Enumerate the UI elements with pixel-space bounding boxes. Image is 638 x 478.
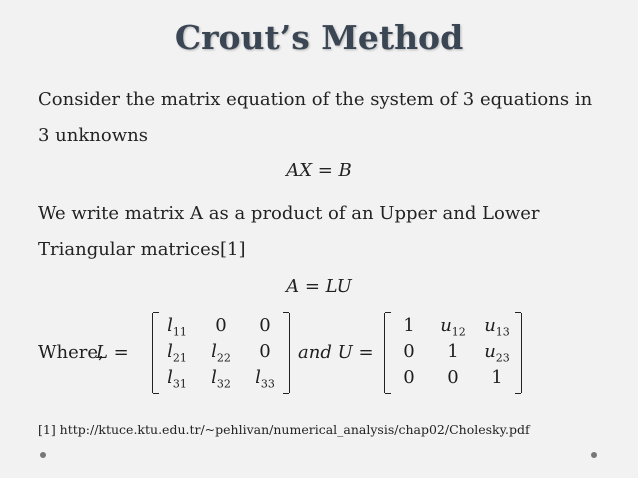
matrix-u-cell: 0 <box>403 341 415 362</box>
matrix-l-cell: 0 <box>259 315 271 336</box>
matrix-u-cell: $u_{13}$ <box>484 315 510 339</box>
equation-ax-b: AX = B <box>286 160 352 181</box>
matrix-l-cell: 0 <box>259 341 271 362</box>
matrix-l-cell: $l_{11}$ <box>167 315 187 339</box>
paragraph-2 <box>38 196 608 268</box>
decorative-dot-right <box>591 452 597 458</box>
matrix-l-cell: $l_{32}$ <box>211 367 231 391</box>
paragraph-2-line-2: Triangular matrices[1] <box>38 239 246 260</box>
matrix-u-cell: $u_{12}$ <box>440 315 466 339</box>
matrix-u-cell: 0 <box>403 367 415 388</box>
decorative-dot-left <box>40 452 46 458</box>
matrix-u-cell: 0 <box>447 367 459 388</box>
matrix-u <box>384 313 522 393</box>
paragraph-1-line-2: 3 unknowns <box>38 125 148 146</box>
matrix-l-cell: $l_{22}$ <box>211 341 231 365</box>
matrix-l-cell: $l_{21}$ <box>167 341 187 365</box>
matrix-l-cell: $l_{33}$ <box>255 367 275 391</box>
paragraph-1 <box>38 82 608 154</box>
matrix-l-cell: 0 <box>215 315 227 336</box>
matrix-u-cell: 1 <box>403 315 415 336</box>
and-u-equals: and U = <box>298 342 374 363</box>
matrix-l-cell: $l_{31}$ <box>167 367 187 391</box>
where-label: Where, <box>38 342 104 363</box>
matrix-u-cell: 1 <box>491 367 503 388</box>
l-equals: L = <box>96 342 129 363</box>
equation-a-lu: A = LU <box>286 276 352 297</box>
matrix-u-cell: 1 <box>447 341 459 362</box>
paragraph-2-line-1: We write matrix A as a product of an Upper and Lower <box>38 203 540 224</box>
paragraph-1-line-1: Consider the matrix equation of the system of 3 equations in <box>38 89 593 110</box>
matrix-u-cell: $u_{23}$ <box>484 341 510 365</box>
footnote-reference: [1] http://ktuce.ktu.edu.tr/~pehlivan/numerical_analysis/chap02/Cholesky.pdf <box>38 422 530 437</box>
matrix-l <box>152 313 290 393</box>
slide-title: Crout’s Method <box>174 18 464 57</box>
